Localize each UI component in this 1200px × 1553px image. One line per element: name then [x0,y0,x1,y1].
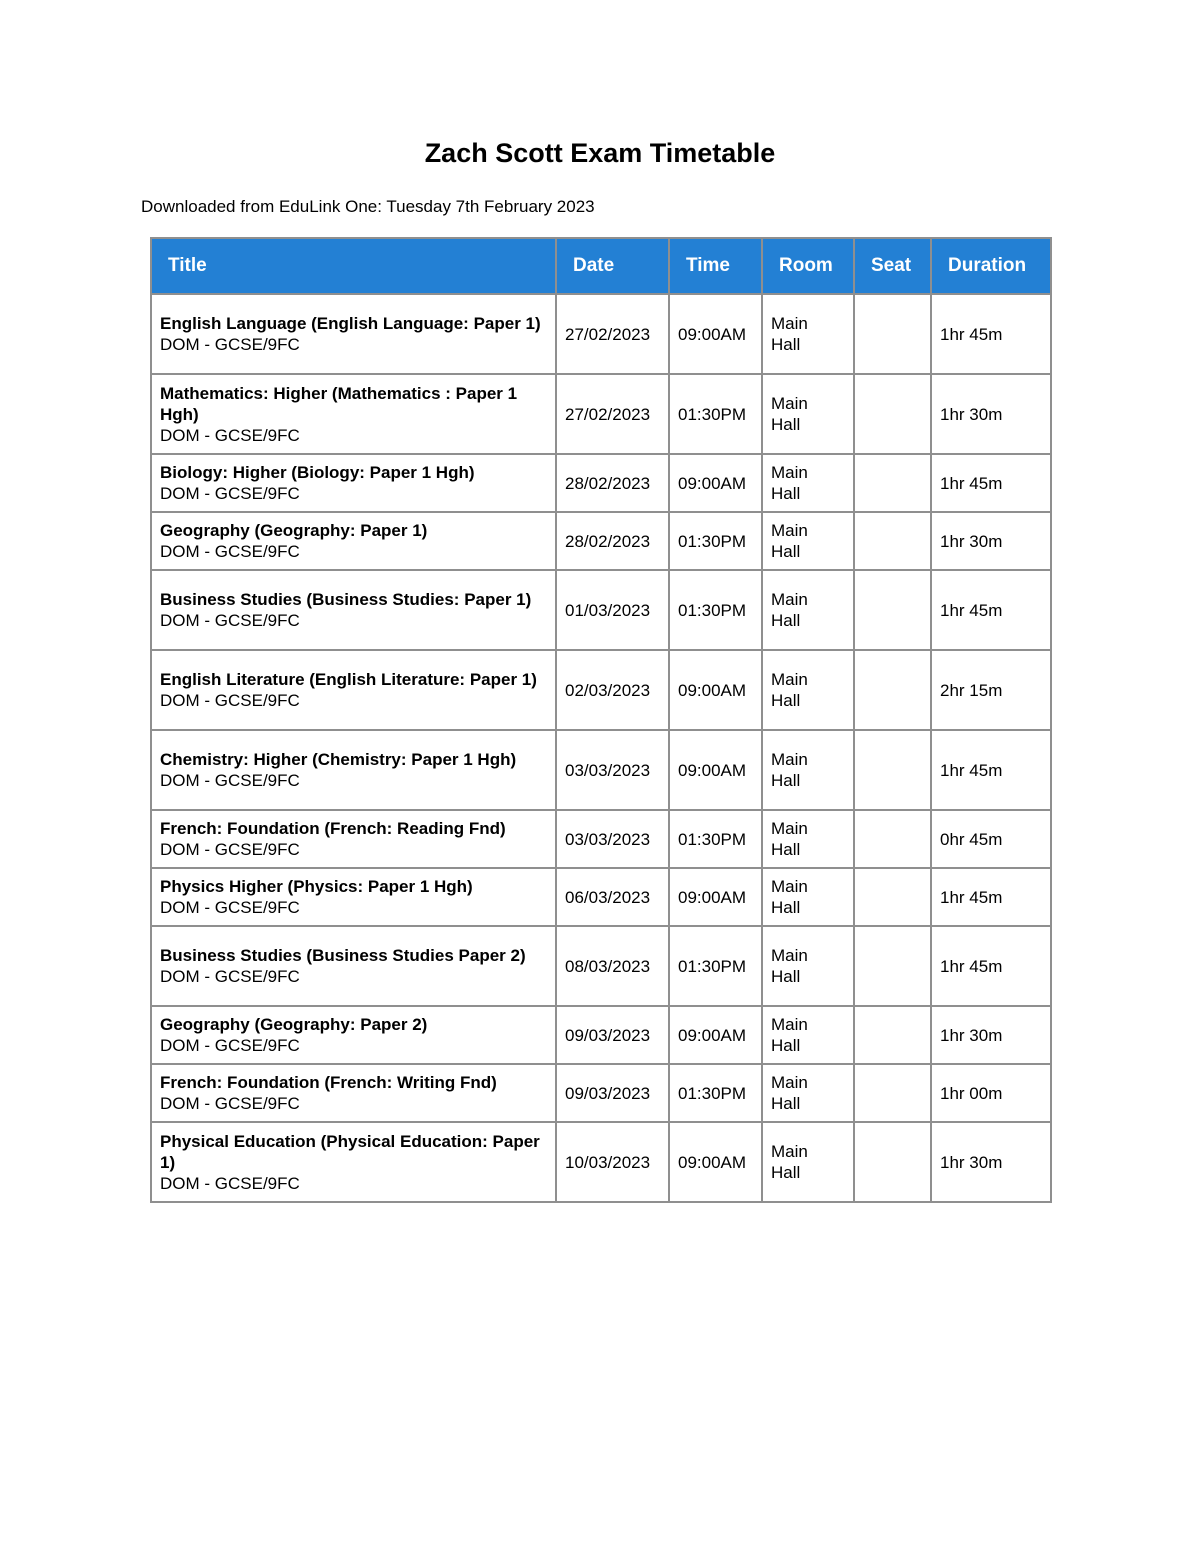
exam-seat [854,512,931,570]
exam-room [762,926,854,1006]
exam-title-cell [151,1006,556,1064]
page-title: Zach Scott Exam Timetable [424,138,776,168]
exam-code: DOM - GCSE/9FC [160,484,300,503]
column-header-date: Date [556,238,669,294]
table-row [151,1064,1051,1122]
exam-duration: 2hr 15m [931,650,1051,730]
exam-seat [854,294,931,374]
exam-room-line: Hall [771,1036,801,1055]
exam-name: English Language (English Language: Paper 1) [160,314,541,333]
exam-room-line: Hall [771,335,801,354]
exam-room [762,294,854,374]
exam-room [762,454,854,512]
exam-duration: 1hr 45m [931,570,1051,650]
exam-time: 01:30PM [669,810,762,868]
exam-title-cell [151,730,556,810]
exam-code: DOM - GCSE/9FC [160,1094,300,1113]
exam-name: Chemistry: Higher (Chemistry: Paper 1 Hgh) [160,750,517,769]
exam-title-cell [151,650,556,730]
download-info: Downloaded from EduLink One: Tuesday 7th February 2023 [141,197,595,216]
exam-seat [854,730,931,810]
exam-room [762,570,854,650]
table-row [151,1006,1051,1064]
table-row [151,294,1051,374]
exam-title-cell [151,868,556,926]
exam-name: Physics Higher (Physics: Paper 1 Hgh) [160,877,473,896]
exam-title-cell [151,1122,556,1202]
exam-title-cell [151,926,556,1006]
exam-time: 09:00AM [669,650,762,730]
exam-time: 01:30PM [669,1064,762,1122]
exam-date: 03/03/2023 [556,810,669,868]
exam-code: DOM - GCSE/9FC [160,771,300,790]
table-row [151,810,1051,868]
exam-room-line: Main [771,521,808,540]
exam-room-line: Main [771,750,808,769]
exam-title-cell [151,374,556,454]
exam-date: 09/03/2023 [556,1006,669,1064]
column-header-time: Time [669,238,762,294]
exam-room-line: Hall [771,484,801,503]
table-row [151,650,1051,730]
exam-code: DOM - GCSE/9FC [160,425,300,445]
exam-seat [854,374,931,454]
exam-code: DOM - GCSE/9FC [160,1173,300,1193]
exam-room-line: Main [771,590,808,609]
exam-room [762,730,854,810]
column-header-duration: Duration [931,238,1051,294]
exam-room-line: Main [771,670,808,689]
exam-duration: 1hr 30m [931,512,1051,570]
table-row [151,374,1051,454]
table-row [151,868,1051,926]
exam-time: 09:00AM [669,1006,762,1064]
exam-duration: 1hr 45m [931,294,1051,374]
exam-duration: 1hr 45m [931,926,1051,1006]
exam-title-cell [151,810,556,868]
exam-timetable-table [150,237,1052,1203]
exam-date: 08/03/2023 [556,926,669,1006]
exam-duration: 1hr 00m [931,1064,1051,1122]
exam-room-line: Hall [771,771,801,790]
exam-room-line: Main [771,463,808,482]
table-row [151,454,1051,512]
exam-seat [854,926,931,1006]
column-header-room: Room [762,238,854,294]
table-header-row [151,238,1051,294]
exam-room [762,374,854,454]
exam-code: DOM - GCSE/9FC [160,967,300,986]
exam-room [762,512,854,570]
exam-room-line: Hall [771,840,801,859]
exam-duration: 1hr 30m [931,1006,1051,1064]
table-row [151,1122,1051,1202]
exam-room-line: Hall [771,611,801,630]
exam-room-line: Hall [771,415,801,434]
table-row [151,570,1051,650]
exam-date: 06/03/2023 [556,868,669,926]
exam-room-line: Main [771,819,808,838]
exam-name: English Literature (English Literature: Paper 1) [160,670,537,689]
exam-code: DOM - GCSE/9FC [160,542,300,561]
exam-room-line: Hall [771,691,801,710]
table-row [151,926,1051,1006]
exam-date: 28/02/2023 [556,454,669,512]
exam-time: 01:30PM [669,374,762,454]
exam-name: French: Foundation (French: Writing Fnd) [160,1073,497,1092]
exam-duration: 1hr 30m [931,1122,1051,1202]
exam-room [762,1122,854,1202]
exam-seat [854,1006,931,1064]
exam-room [762,1064,854,1122]
exam-code: DOM - GCSE/9FC [160,1036,300,1055]
exam-room-line: Main [771,946,808,965]
exam-seat [854,810,931,868]
exam-time: 01:30PM [669,570,762,650]
exam-date: 09/03/2023 [556,1064,669,1122]
exam-room [762,1006,854,1064]
exam-name: Geography (Geography: Paper 2) [160,1015,428,1034]
exam-date: 02/03/2023 [556,650,669,730]
exam-code: DOM - GCSE/9FC [160,840,300,859]
exam-title-cell [151,1064,556,1122]
exam-room-line: Main [771,1015,808,1034]
exam-time: 09:00AM [669,730,762,810]
exam-name: French: Foundation (French: Reading Fnd) [160,819,506,838]
exam-title-cell [151,454,556,512]
column-header-seat: Seat [854,238,931,294]
exam-room-line: Hall [771,967,801,986]
exam-time: 09:00AM [669,294,762,374]
exam-room-line: Hall [771,1163,801,1182]
column-header-title: Title [151,238,556,294]
table-row [151,730,1051,810]
exam-date: 27/02/2023 [556,374,669,454]
exam-name: Business Studies (Business Studies Paper 2) [160,946,526,965]
exam-title-cell [151,570,556,650]
exam-code: DOM - GCSE/9FC [160,611,300,630]
exam-room-line: Main [771,314,808,333]
exam-duration: 1hr 45m [931,454,1051,512]
exam-time: 01:30PM [669,512,762,570]
exam-time: 09:00AM [669,1122,762,1202]
exam-seat [854,868,931,926]
exam-seat [854,454,931,512]
exam-room-line: Main [771,877,808,896]
exam-room [762,868,854,926]
exam-room-line: Hall [771,898,801,917]
exam-duration: 1hr 45m [931,730,1051,810]
exam-date: 28/02/2023 [556,512,669,570]
exam-date: 01/03/2023 [556,570,669,650]
exam-room-line: Hall [771,542,801,561]
exam-code: DOM - GCSE/9FC [160,691,300,710]
exam-title-cell [151,512,556,570]
exam-name: Geography (Geography: Paper 1) [160,521,428,540]
exam-room [762,810,854,868]
exam-time: 09:00AM [669,454,762,512]
exam-room-line: Main [771,1073,808,1092]
exam-name: Biology: Higher (Biology: Paper 1 Hgh) [160,463,475,482]
exam-room-line: Main [771,1142,808,1161]
table-row [151,512,1051,570]
exam-date: 03/03/2023 [556,730,669,810]
exam-time: 09:00AM [669,868,762,926]
exam-name: Physical Education (Physical Education: Paper 1) [160,1131,540,1172]
exam-name: Business Studies (Business Studies: Paper 1) [160,590,532,609]
exam-seat [854,570,931,650]
exam-room-line: Hall [771,1094,801,1113]
exam-code: DOM - GCSE/9FC [160,898,300,917]
exam-seat [854,1064,931,1122]
exam-date: 27/02/2023 [556,294,669,374]
exam-time: 01:30PM [669,926,762,1006]
exam-name: Mathematics: Higher (Mathematics : Paper 1 Hgh) [160,383,518,424]
exam-seat [854,1122,931,1202]
exam-duration: 1hr 45m [931,868,1051,926]
exam-code: DOM - GCSE/9FC [160,335,300,354]
exam-date: 10/03/2023 [556,1122,669,1202]
exam-title-cell [151,294,556,374]
exam-duration: 0hr 45m [931,810,1051,868]
exam-seat [854,650,931,730]
exam-room-line: Main [771,394,808,413]
exam-duration: 1hr 30m [931,374,1051,454]
exam-room [762,650,854,730]
